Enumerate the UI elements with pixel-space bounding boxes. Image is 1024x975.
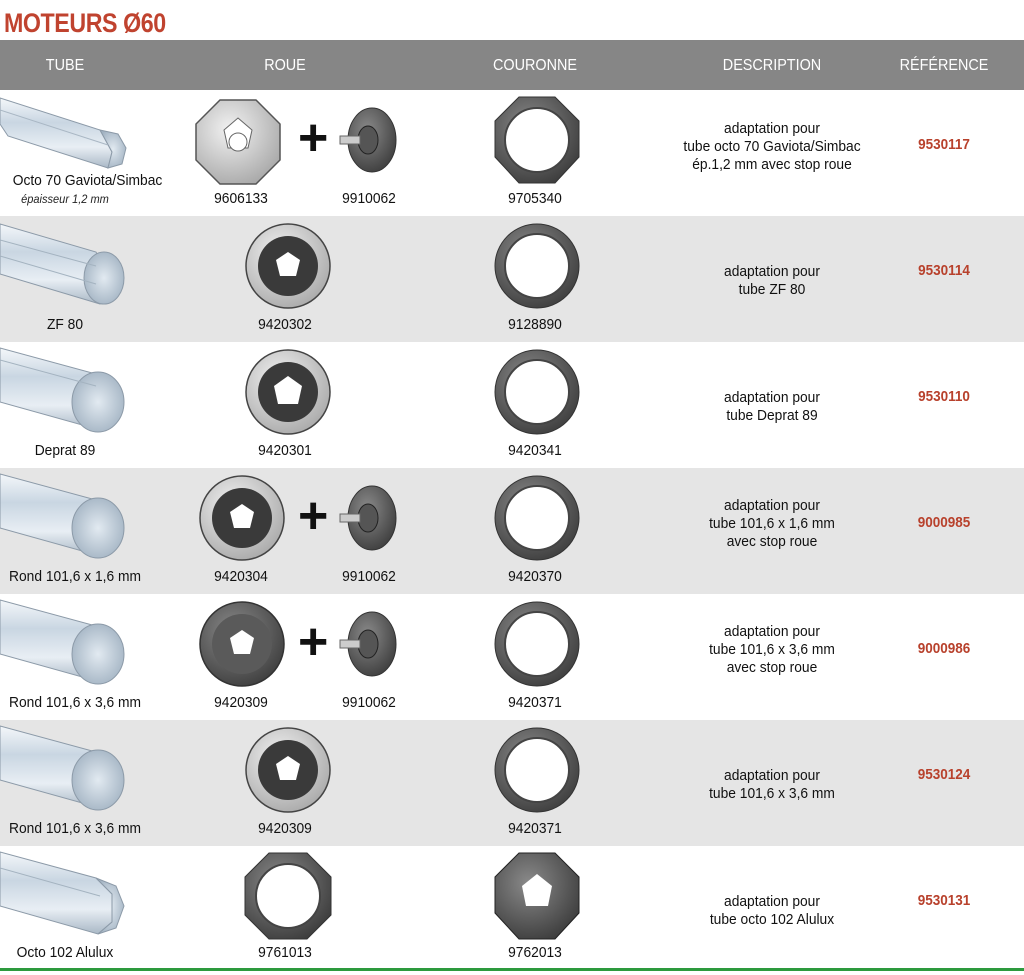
couronne-round-icon	[492, 724, 582, 816]
reference-number: 9530110	[918, 388, 970, 405]
table-row	[0, 342, 1024, 468]
description: adaptation pour tube 101,6 x 3,6 mm avec stop roue	[709, 623, 835, 676]
couronne-octagonal-icon	[492, 850, 582, 942]
tube-round-icon	[0, 470, 130, 562]
page-title: MOTEURS Ø60	[4, 8, 166, 38]
column-header-couronne: COURONNE	[492, 57, 578, 74]
plus-icon: +	[298, 613, 329, 671]
tube-name: ZF 80	[46, 316, 84, 333]
reference-number: 9530114	[918, 262, 970, 279]
roue-reference: 9420309	[258, 820, 312, 837]
description: adaptation pour tube 101,6 x 3,6 mm	[709, 767, 835, 802]
roue-reference: 9606133	[214, 190, 268, 207]
stop-roue-icon	[338, 102, 400, 178]
couronne-reference: 9420370	[508, 568, 562, 585]
couronne-round-icon	[492, 472, 582, 564]
couronne-reference: 9128890	[508, 316, 562, 333]
tube-round-icon	[0, 596, 130, 688]
roue-reference: 9420304	[214, 568, 268, 585]
table-row	[0, 846, 1024, 972]
roue-round-icon	[242, 220, 334, 312]
table-row	[0, 90, 1024, 216]
bottom-divider	[0, 968, 1024, 971]
description: adaptation pour tube Deprat 89	[724, 389, 820, 424]
tube-name: Octo 102 Alulux	[16, 944, 114, 961]
roue-extra-reference: 9910062	[342, 568, 396, 585]
table-row	[0, 216, 1024, 342]
roue-round-icon	[242, 346, 334, 438]
roue-octagonal-icon	[242, 850, 334, 942]
table-row	[0, 468, 1024, 594]
roue-round-icon	[196, 598, 288, 690]
tube-round-groove-icon	[0, 344, 130, 436]
tube-octagonal-icon	[0, 90, 130, 170]
couronne-reference: 9420341	[508, 442, 562, 459]
stop-roue-icon	[338, 480, 400, 556]
roue-reference: 9420309	[214, 694, 268, 711]
plus-icon: +	[298, 109, 329, 167]
tube-name: Octo 70 Gaviota/Simbac	[12, 172, 163, 189]
column-header-tube: TUBE	[45, 57, 85, 74]
roue-extra-reference: 9910062	[342, 190, 396, 207]
couronne-round-icon	[492, 598, 582, 690]
column-header-description: DESCRIPTION	[722, 57, 822, 74]
reference-number: 9530131	[917, 892, 971, 909]
roue-reference: 9420302	[258, 316, 312, 333]
table-row	[0, 720, 1024, 846]
column-header-roue: ROUE	[264, 57, 306, 74]
couronne-reference: 9420371	[508, 694, 562, 711]
reference-number: 9000985	[917, 514, 971, 531]
plus-icon: +	[298, 487, 329, 545]
couronne-round-icon	[492, 220, 582, 312]
couronne-round-icon	[492, 346, 582, 438]
couronne-reference: 9762013	[508, 944, 562, 961]
tube-note: épaisseur 1,2 mm	[21, 192, 109, 206]
table-row	[0, 594, 1024, 720]
roue-reference: 9761013	[258, 944, 312, 961]
table-header	[0, 40, 1024, 90]
description: adaptation pour tube 101,6 x 1,6 mm avec stop roue	[709, 497, 835, 550]
tube-name: Deprat 89	[34, 442, 96, 459]
tube-name: Rond 101,6 x 3,6 mm	[9, 694, 141, 711]
roue-reference: 9420301	[258, 442, 312, 459]
stop-roue-icon	[338, 606, 400, 682]
roue-extra-reference: 9910062	[342, 694, 396, 711]
tube-round-icon	[0, 722, 130, 814]
tube-octagonal-icon	[0, 848, 130, 938]
tube-name: Rond 101,6 x 3,6 mm	[9, 820, 141, 837]
column-header-reference: RÉFÉRENCE	[899, 57, 989, 74]
reference-number: 9530124	[917, 766, 971, 783]
tube-name: Rond 101,6 x 1,6 mm	[9, 568, 141, 585]
reference-number: 9530117	[918, 136, 970, 153]
description: adaptation pour tube octo 102 Alulux	[709, 893, 835, 928]
reference-number: 9000986	[917, 640, 971, 657]
roue-round-icon	[242, 724, 334, 816]
roue-round-icon	[196, 472, 288, 564]
couronne-reference: 9420371	[508, 820, 562, 837]
tube-grooved-icon	[0, 218, 130, 308]
couronne-reference: 9705340	[508, 190, 562, 207]
roue-octagonal-plate-icon	[192, 96, 284, 188]
description: adaptation pour tube octo 70 Gaviota/Simbac ép.1,2 mm avec stop roue	[683, 120, 861, 173]
description: adaptation pour tube ZF 80	[724, 263, 820, 298]
couronne-octagonal-icon	[492, 94, 582, 186]
